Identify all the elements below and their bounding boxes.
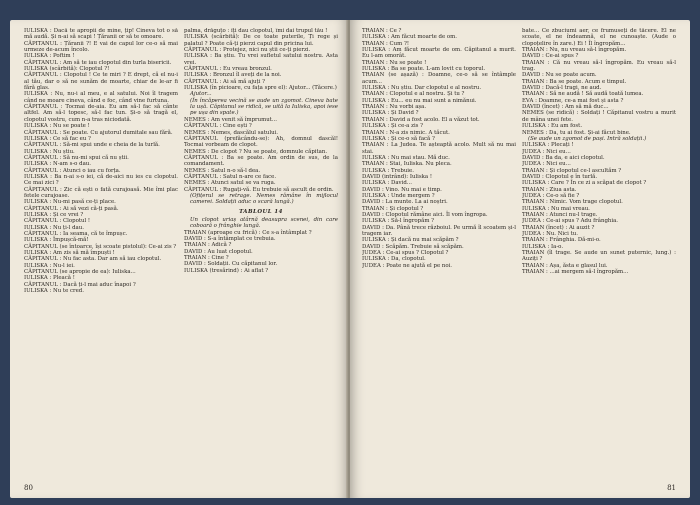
stage-direction: (Ofițerul se retrage. Nemes rămâne în mijlocul camerei. Soldații aduc o scară lungă.) (190, 192, 338, 206)
dialogue-line: JUDEA : Nu. Nici tu. (522, 231, 578, 237)
stage-direction: (În încăperea vecină se aude un zgomot. Cineva bate la ușă. Căpitanul se ridică, se uită la Iuliska, apoi iese pe ușa din spate.) (190, 97, 338, 117)
dialogue-line: TRAIAN (îl trage. Se aude un sunet puternic, lung.) : Auziți ? (522, 250, 676, 263)
right-column-1 (362, 28, 516, 474)
page-number-right: 81 (667, 484, 676, 492)
dialogue-line: DAVID : Da. Până trece războiul. Pe urmă îl scoatem și-l tragem iar. (362, 224, 516, 237)
dialogue-line: TRAIAN : Și clopotul ? (362, 205, 424, 212)
dialogue-line: CĂPITANUL : Se poate. Cu ajutorul dumitale sau fără. (24, 129, 173, 136)
dialogue-line: CĂPITANUL : Clopotul ! (24, 218, 91, 225)
dialogue-line: IULISKA : David... (362, 180, 412, 187)
dialogue-line: NEMES : Atunci satul se va ruga. (184, 180, 276, 187)
dialogue-line: IULISKA : N-am s-o dau. (24, 161, 91, 168)
dialogue-line: NEMES : Da, tu ai fost. Și-ai făcut bine. (522, 129, 631, 136)
dialogue-line: IULISKA : Împușcă-mă! (24, 237, 89, 244)
dialogue-line: IULISKA : Plecați ! (522, 142, 574, 149)
dialogue-line: TRAIAN : Atunci nu-l trage. (522, 211, 598, 218)
dialogue-line: CĂPITANUL : Nu fac asta. Dar am să iau clopotul. (24, 256, 162, 263)
left-page-columns (24, 28, 338, 474)
stage-direction: (Se aude un zgomot de pași. Intră soldații.) (528, 135, 647, 142)
dialogue-line: IULISKA : Am făcut moarte de om. Căpitanul a murit. Eu l-am omorât. (362, 47, 516, 60)
dialogue-line: TRAIAN : Stai, Iuliska. Nu pleca. (362, 161, 452, 168)
page-number-left: 80 (24, 484, 33, 492)
dialogue-line: CĂPITANUL (se apropie de ea): Iuliska... (24, 269, 136, 276)
stage-direction: Un clopot uriaș atârnă deasupra scenei, din care coboară o frânghie lungă. (190, 216, 338, 230)
dialogue-line: IULISKA : Am făcut moarte de om. (362, 34, 457, 41)
right-page (350, 20, 690, 498)
dialogue-line: IULISKA : Nu-mi pasă ce-ți place. (24, 199, 116, 206)
dialogue-line: palma, drăguțo : îți dau clopotul, îmi dai trupul tău ! (184, 28, 328, 34)
dialogue-line: TRAIAN : Cum ?! (362, 40, 410, 47)
dialogue-line: NEMES (se ridică) : Soldați ! Căpitanul vostru a murit de mâna unei fete. (522, 110, 676, 123)
dialogue-line: DAVID : Ce-ai spus ? (522, 53, 579, 60)
dialogue-line: CĂPITANUL : Clopotul ! Ce te miri ? E drept, că el nu-i al tău, dar o să ne sunăm de moarte, chiar de le-ar fi fără glas. (24, 72, 178, 92)
dialogue-line: CĂPITANUL : Protejez, nici nu știi ce-ți pierzi. (184, 47, 311, 54)
dialogue-line: DAVID (intrând): Iuliska ! (362, 173, 432, 180)
dialogue-line: TRAIAN : La Judea. Te așteaptă acolo. Mult să nu mai stai. (362, 142, 516, 155)
dialogue-line: TRAIAN : Că nu vreau să-l îngropăm. Eu vreau să-l trag. (522, 59, 676, 73)
left-column-2 (184, 28, 338, 474)
dialogue-line: TRAIAN : Cine ? (184, 255, 229, 262)
dialogue-line: TRAIAN : Clopotul e al nostru. Și tu ? (362, 91, 465, 98)
dialogue-line: TRAIAN : Ce ? (362, 28, 402, 34)
stage-direction: Ajutor... (190, 91, 212, 98)
dialogue-line: TRAIAN : ...ai mergem să-l îngropăm... (522, 269, 629, 276)
dialogue-line: DAVID : Ba da, e aici clopotul. (522, 154, 605, 161)
dialogue-line: IULISKA : Nu-l iei. (24, 262, 75, 269)
dialogue-line: CĂPITANUL : Rugați-vă. Eu trebuie să ascult de ordin. (184, 186, 334, 193)
dialogue-line: NEMES : De clopot ? Nu se poate, domnule căpitan. (184, 148, 328, 155)
dialogue-line: TRAIAN (se așază) : Doamne, ce-o să se întâmple acum... (362, 72, 516, 85)
dialogue-line: CĂPITANUL : Ai să vezi că-ți pasă. (24, 205, 119, 212)
dialogue-line: TRAIAN : Frânghia. Dă-mi-o. (522, 237, 601, 244)
dialogue-line: CĂPITANUL : Ba se poate. Am ordin de sus, de la comandament. (184, 154, 338, 168)
scene-heading: TABLOUL 14 (239, 208, 283, 215)
dialogue-line: DAVID : S-a întâmplat ce trebuia. (184, 236, 276, 242)
dialogue-line: CĂPITANUL : Am să te iau clopotul din turla bisericii. (24, 59, 172, 66)
dialogue-line: DAVID : Scăpăm. Trebuie să scăpăm. (362, 243, 464, 250)
dialogue-line: JUDEA : Nici eu... (522, 161, 571, 168)
dialogue-line: JUDEA : Ce-o să fie ? (522, 192, 580, 199)
dialogue-line: DAVID : Clopotul e în turlă. (522, 173, 598, 180)
dialogue-line: TRAIAN : Nu se poate ! (362, 59, 427, 66)
dialogue-line: DAVID (încet) : Am să mă duc... (522, 104, 609, 111)
dialogue-line: CĂPITANUL : Țăranii ?! E vai de capul lor ce-o să mai urmeze de-acum încolo. (24, 40, 178, 54)
dialogue-line: TRAIAN : Ba se poate. Acum e timpul. (522, 78, 627, 85)
dialogue-line: TRAIAN : Așa, ăsta e glasul lui. (522, 262, 608, 269)
dialogue-line: IULISKA : Ba n-ai s-o iei, că de-aici nu ies cu clopotul. Ce mai zici ? (24, 173, 178, 187)
dialogue-line: CĂPITANUL : Atunci o iau cu forța. (24, 167, 121, 174)
dialogue-line: TRAIAN : David a fost acolo. El a văzut tot. (362, 116, 480, 123)
dialogue-line: TRAIAN : Să ne audă ! Să audă toată lumea. (522, 91, 644, 98)
dialogue-line: IULISKA : Și ce-a zis ? (362, 123, 424, 130)
dialogue-line: IULISKA : Pleacă ! (24, 275, 75, 282)
dialogue-line: CĂPITANUL : Să nu-mi spui că nu știi. (24, 154, 129, 161)
dialogue-line: bate... Ce zbuciumi aer, ce frumuseți de tăcere. El ne scoate, el ne îndeamnă, el ne cunoaște. (Aude o clopoțelire în zare.) Ei ! Îl îngropăm... (522, 28, 676, 47)
dialogue-line: IULISKA : Nu te cred. (24, 288, 84, 295)
dialogue-line: JUDEA : Poate ne ajută el pe noi. (362, 262, 452, 269)
dialogue-line: JUDEA : Nici eu... (522, 148, 571, 155)
dialogue-line: TRAIAN (aproape cu frică) : Ce s-a întâmplat ? (184, 229, 312, 236)
dialogue-line: IULISKA : Ce să fac eu ? (24, 135, 91, 142)
dialogue-line: CĂPITANUL : Cine ești ? (184, 123, 252, 130)
dialogue-line: CĂPITANUL : Dacă ți-l mai aduc înapoi ? (24, 281, 136, 288)
dialogue-line: IULISKA : Nu mai vreau. (522, 205, 590, 212)
dialogue-line: IULISKA : Nu mai stau. Mă duc. (362, 154, 450, 161)
dialogue-line: DAVID : Vino. Nu mai e timp. (362, 186, 442, 193)
left-column-1 (24, 28, 178, 474)
dialogue-line: TRAIAN : Nu vorbi așa. (362, 104, 427, 111)
dialogue-line: IULISKA : Poftim ! (24, 53, 75, 60)
dialogue-line: TRAIAN : Nu, nu vreau să-l îngropăm. (522, 47, 627, 54)
dialogue-line: DAVID : Soldații. Cu căpitanul lor. (184, 261, 278, 268)
dialogue-line: IULISKA : Nu, nu-i al meu, e al satului. Noi îl tragem când ne moare cineva, când e foc, când vine furtuna. (24, 91, 178, 104)
dialogue-line: IULISKA : Și David ? (362, 110, 419, 117)
dialogue-line: CĂPITANUL : Ia seama, că te împușc. (24, 231, 128, 237)
dialogue-line: IULISKA : Ba știu. Tu vrei sufletul satului nostru. Asta vrei. (184, 53, 338, 66)
dialogue-line: IULISKA : Da, clopotul. (362, 256, 426, 263)
left-page (10, 20, 348, 498)
dialogue-line: CĂPITANUL : Eu vreau bronzul. (184, 66, 272, 73)
dialogue-line: DAVID : Au luat clopotul. (184, 248, 253, 255)
dialogue-line: IULISKA : Nu ți-l dau. (24, 224, 84, 231)
dialogue-line: IULISKA : Am zis să mă împuști ! (24, 250, 115, 257)
dialogue-line: IULISKA : Ba se poate. L-am lovit cu toporul. (362, 66, 486, 73)
dialogue-line: IULISKA : Și ce vrei ? (24, 211, 84, 218)
dialogue-line: CĂPITANUL (se întoarce, își scoate pistolul): Ce-ai zis ? (24, 243, 177, 250)
dialogue-line: IULISKA : Bronzul îl aveți de la noi. (184, 72, 282, 79)
dialogue-line: DAVID : La munte. La ai noștri. (362, 199, 448, 206)
dialogue-line: IULISKA (tresărind) : Ai aflat ? (184, 267, 269, 274)
dialogue-line: DAVID : Dacă-l tragi, ne aud. (522, 85, 602, 92)
dialogue-line: IULISKA : Unde mergem ? (362, 192, 435, 199)
right-page-columns (362, 28, 676, 474)
dialogue-line: JUDEA : Ce-ai spus ? Clopotul ? (362, 250, 449, 257)
dialogue-line: CĂPITANUL : Zic că ești o fată curajoasă. Mie îmi plac fetele curajoase. (24, 186, 178, 199)
dialogue-line: JUDEA : Ce-ai spus ? Adu frânghia. (522, 218, 619, 225)
dialogue-line: TRAIAN : Nimic. Vom trage clopotul. (522, 199, 623, 206)
dialogue-line: NEMES : Am venit să împrumut... (184, 116, 277, 123)
dialogue-line: DAVID : Nu se poate acum. (522, 72, 597, 79)
dialogue-line: IULISKA : Eu am fost. (522, 123, 583, 130)
dialogue-line: IULISKA : Și ce-o să facă ? (362, 135, 435, 142)
dialogue-line: IULISKA : Nu știu. Dar clopotul e al nostru. (362, 85, 482, 92)
dialogue-line: CĂPITANUL : Satul n-are ce face. (184, 173, 277, 180)
dialogue-line: TRAIAN : Ziua asta. (522, 186, 577, 193)
dialogue-line: TRAIAN : N-a zis nimic. A tăcut. (362, 129, 450, 136)
dialogue-line: IULISKA : Eu... eu nu mai sunt a nimănui. (362, 97, 477, 104)
dialogue-line: IULISKA : Trebuie. (362, 167, 414, 174)
dialogue-line: NEMES : Satul n-o să-l dea. (184, 167, 261, 174)
dialogue-line: IULISKA : Să-l îngropăm ? (362, 218, 435, 225)
dialogue-line: CĂPITANUL : Tocmai de-aia. Eu am să-l fac să cânte altfel. Am să-l topesc, să-l fac tun. Și-o să tragă el, clopotul vostru, cum n-a tras niciodată. (24, 104, 178, 123)
dialogue-line: CĂPITANUL (prefăcându-se): Ah, domnul dascăl! Tocmai vorbeam de clopot. (184, 135, 338, 149)
dialogue-line: IULISKA : Și dacă nu mai scăpăm ? (362, 237, 459, 244)
dialogue-line: TRAIAN : Adică ? (184, 242, 232, 249)
dialogue-line: IULISKA : Dacă te apropii de mine, țip! Cineva tot o să mă audă. Și n-ai să scapi ! Țăranii or să te omoare. (24, 28, 178, 41)
dialogue-line: IULISKA (în picioare, cu fața spre el): Ajutor... (Tăcere.) (184, 85, 337, 92)
dialogue-line: CĂPITANUL : Ai să mă ajuți ? (184, 78, 265, 85)
dialogue-line: IULISKA : Nu știu. (24, 148, 75, 155)
dialogue-line: EVA : Doamne, ce-a mai fost și asta ? (522, 97, 624, 104)
dialogue-line: TRAIAN (încet) : Ai auzit ? (522, 224, 595, 231)
dialogue-line: DAVID : Clopotul rămâne aici. Îl vom îngropa. (362, 211, 488, 218)
dialogue-line: NEMES : Nemes, dascălul satului. (184, 129, 278, 136)
dialogue-line: IULISKA : Care ? În ce zi a scăpat de clopot ? (522, 180, 647, 187)
dialogue-line: TRAIAN : Și clopotul ce-l ascultăm ? (522, 167, 622, 174)
dialogue-line: CĂPITANUL : Să-mi spui unde e cheia de la turlă. (24, 142, 160, 149)
dialogue-line: IULISKA : Ia-o. (522, 243, 564, 250)
dialogue-line: IULISKA (scârbită): Clopotul ?! (24, 66, 110, 73)
right-column-2 (522, 28, 676, 474)
dialogue-line: IULISKA (scârbită): De ce toate puterile, Ți rege și palatul ? Poate că-ți pierzi capul din pricina lui. (184, 34, 338, 47)
dialogue-line: IULISKA : Nu se poate ! (24, 123, 90, 130)
